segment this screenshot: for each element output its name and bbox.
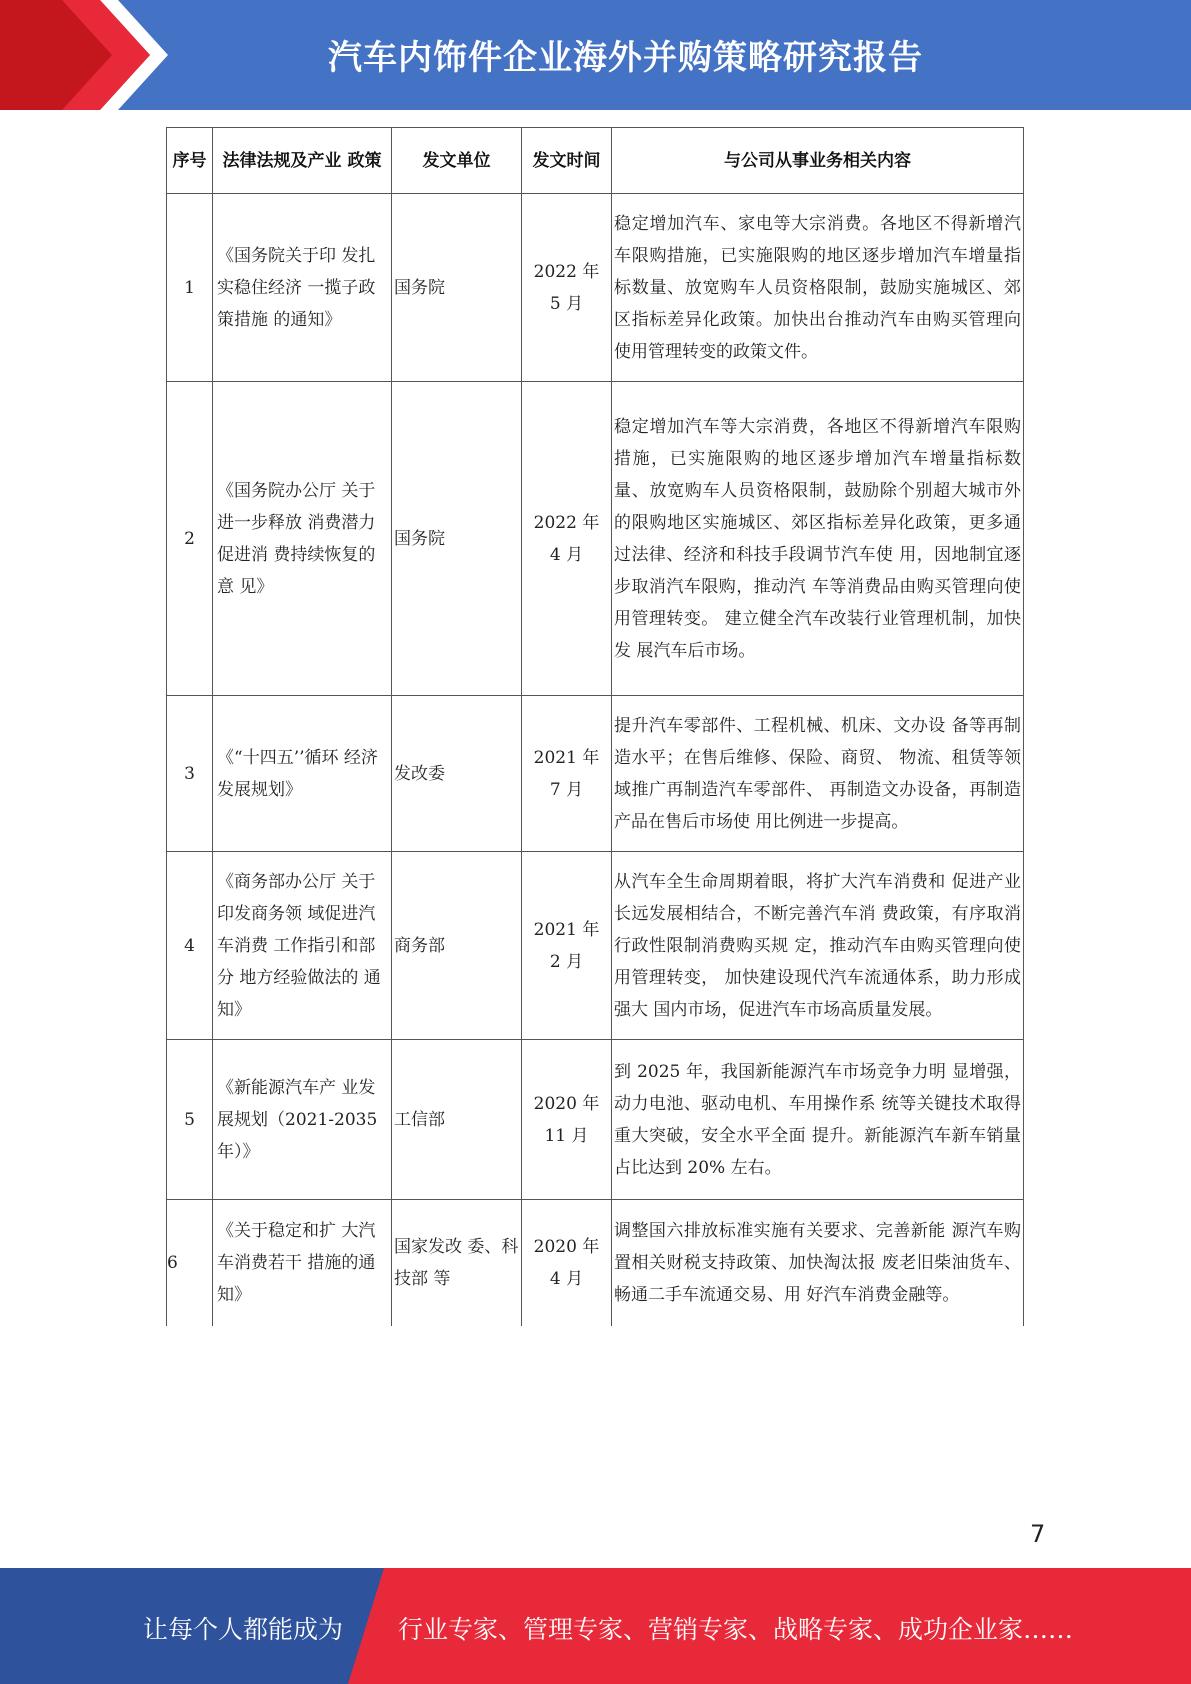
row-time-month: 5 月 [549,293,584,314]
row-no: 4 [167,852,213,1040]
row-time-month: 4 月 [549,544,584,565]
table-row [167,696,1024,852]
row-time-month: 4 月 [549,1268,584,1289]
row-content: 稳定增加汽车、家电等大宗消费。各地区不得新增汽车限购措施，已实施限购的地区逐步增加汽车增量指标数量、放宽购车人员资格限制，鼓励实施城区、郊区指标差异化政策。加快出台推动汽车由购买管理向使用管理转变的政策文件。 [612,194,1024,382]
footer-slogan-right: 行业专家、管理专家、营销专家、战略专家、成功企业家…… [398,1615,1074,1644]
row-issuer: 国家发改 委、科技部 等 [392,1200,522,1326]
page-header [0,0,1191,110]
row-law: 《“十四五’’循环 经济发展规划》 [213,696,392,852]
row-no: 1 [167,194,213,382]
row-time-month: 11 月 [544,1125,589,1146]
row-content: 到 2025 年，我国新能源汽车市场竞争力明 显增强，动力电池、驱动电机、车用操作系 统等关键技术取得重大突破，安全水平全面 提升。新能源汽车新车销量占比达到 20% 左右。 [612,1040,1024,1200]
row-time-year: 2020 年 [533,1236,600,1257]
footer-slogan-left: 让每个人都能成为 [143,1615,344,1644]
row-issuer: 商务部 [392,852,522,1040]
row-issuer: 发改委 [392,696,522,852]
row-law: 《新能源汽车产 业发展规划（2021-2035 年）》 [213,1040,392,1200]
page-footer [0,1568,1191,1684]
header-content: 与公司从事业务相关内容 [612,128,1024,194]
row-no: 3 [167,696,213,852]
row-time-year: 2021 年 [533,919,600,940]
row-issuer: 国务院 [392,194,522,382]
row-time [522,696,612,852]
row-content: 稳定增加汽车等大宗消费，各地区不得新增汽车限购措施，已实施限购的地区逐步增加汽车增量指标数量、放宽购车人员资格限制，鼓励除个别超大城市外的限购地区实施城区、郊区指标差异化政策，更多通过法律、经济和科技手段调节汽车使 用，因地制宜逐步取消汽车限购，推动汽 车等消费品由购买管理向使用管理转变。 建立健全汽车改装行业管理机制，加快发 展汽车后市场。 [612,382,1024,696]
row-issuer: 国务院 [392,382,522,696]
report-title: 汽车内饰件企业海外并购策略研究报告 [328,38,923,78]
header-no: 序号 [167,128,213,194]
row-content: 提升汽车零部件、工程机械、机床、文办设 备等再制造水平；在售后维修、保险、商贸、 物流、租赁等领域推广再制造汽车零部件、 再制造文办设备，再制造产品在售后市场使 用比例进一步提高。 [612,696,1024,852]
row-time-year: 2022 年 [533,261,600,282]
page-number: 7 [1030,1520,1046,1548]
table-row [167,1040,1024,1200]
row-time-month: 2 月 [549,951,584,972]
row-time-year: 2021 年 [533,747,600,768]
row-no: 2 [167,382,213,696]
row-law: 《商务部办公厅 关于印发商务领 域促进汽车消费 工作指引和部分 地方经验做法的 通知》 [213,852,392,1040]
table-row [167,194,1024,382]
row-time-month: 7 月 [549,779,584,800]
row-time [522,1200,612,1326]
table-row [167,852,1024,1040]
row-content: 调整国六排放标准实施有关要求、完善新能 源汽车购置相关财税支持政策、加快淘汰报 废老旧柴油货车、畅通二手车流通交易、用 好汽车消费金融等。 [612,1200,1024,1326]
table-row [167,382,1024,696]
table-row [167,1200,1024,1326]
row-issuer: 工信部 [392,1040,522,1200]
header-time: 发文时间 [522,128,612,194]
row-time [522,382,612,696]
table-header-row [167,128,1024,194]
header-issuer: 发文单位 [392,128,522,194]
row-law: 《国务院办公厅 关于进一步释放 消费潜力促进消 费持续恢复的意 见》 [213,382,392,696]
row-time [522,1040,612,1200]
row-law: 《国务院关于印 发扎实稳住经济 一揽子政策措施 的通知》 [213,194,392,382]
row-law: 《关于稳定和扩 大汽车消费若干 措施的通知》 [213,1200,392,1326]
row-time-year: 2022 年 [533,512,600,533]
row-no: 6 [167,1200,213,1326]
row-time [522,194,612,382]
row-time-year: 2020 年 [533,1093,600,1114]
row-no: 5 [167,1040,213,1200]
header-law: 法律法规及产业 政策 [213,128,392,194]
row-time [522,852,612,1040]
row-content: 从汽车全生命周期着眼，将扩大汽车消费和 促进产业长远发展相结合，不断完善汽车消 费政策，有序取消行政性限制消费购买规 定，推动汽车由购买管理向使用管理转变， 加快建设现代汽车流通体系，助力形成强大 国内市场，促进汽车市场高质量发展。 [612,852,1024,1040]
policy-table [166,127,1024,1326]
